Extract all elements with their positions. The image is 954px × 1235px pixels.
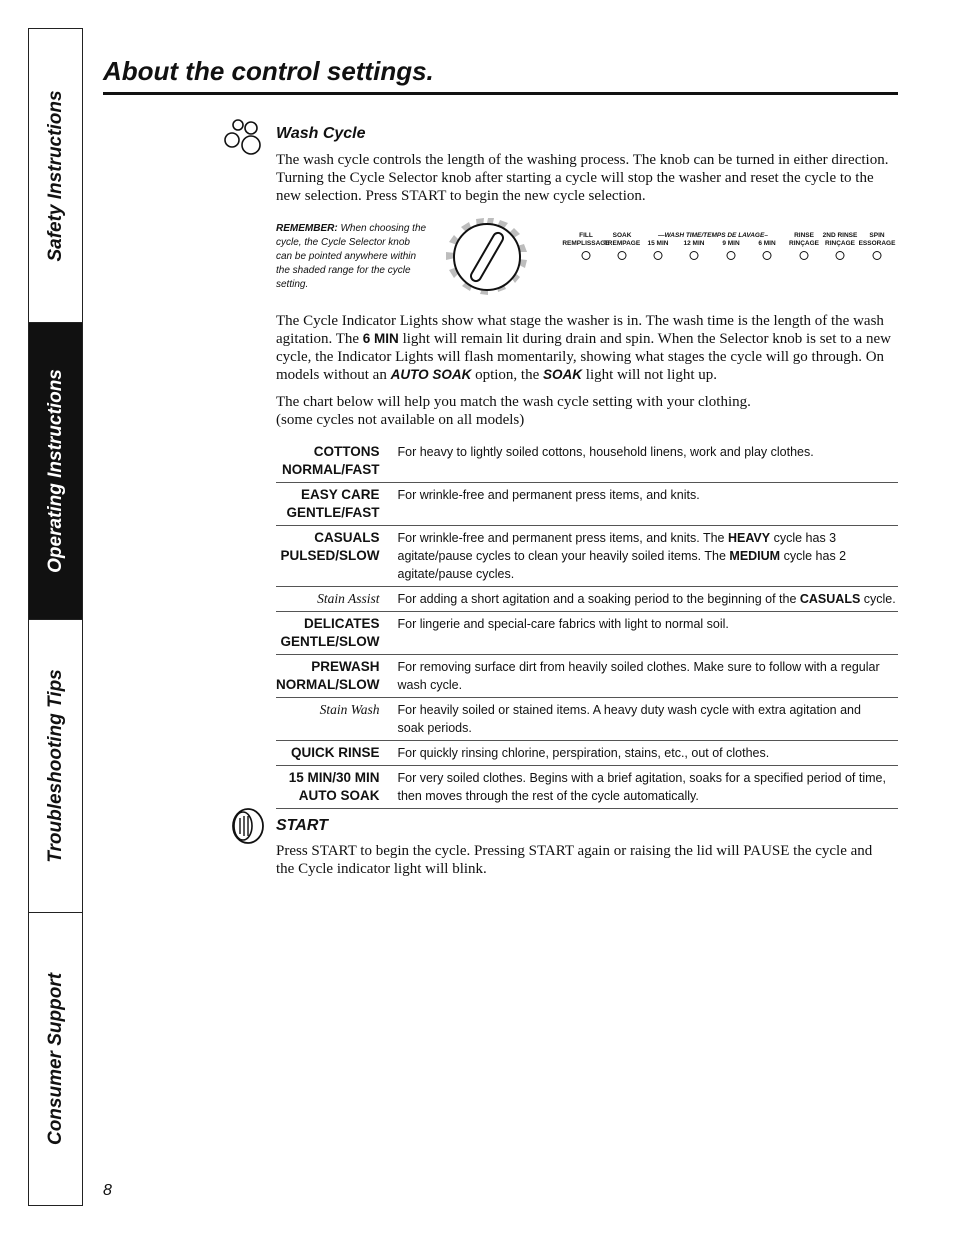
cycle-name-line: COTTONS <box>313 444 380 459</box>
page-title: About the control settings. <box>103 56 434 86</box>
bubbles-icon <box>222 116 266 158</box>
cycle-name <box>276 655 390 698</box>
table-row <box>276 526 898 587</box>
text-run: (some cycles not available on all models) <box>276 412 525 428</box>
tab-consumer-support[interactable] <box>29 913 82 1205</box>
text-run: For heavily soiled or stained items. A heavy duty wash cycle with extra agitation and <box>397 703 861 717</box>
text-run: cycle has 2 agitate/pause cycles. <box>397 549 847 581</box>
cycle-name-line: AUTO SOAK <box>298 788 380 803</box>
wash-cycle-heading: Wash Cycle <box>276 125 366 142</box>
text-run: For adding a short agitation and a soaking period to the beginning of the <box>397 592 800 606</box>
indicator-lights-description <box>276 312 894 384</box>
table-row <box>276 440 898 483</box>
cycle-description <box>390 655 899 698</box>
text-run: then moves through the rest of the cycle automatically. <box>397 789 699 803</box>
cycle-name-line: NORMAL/FAST <box>282 462 380 477</box>
light-label: RINÇAGE <box>789 239 819 247</box>
remember-note <box>276 222 428 292</box>
tab-operating-instructions[interactable] <box>29 323 82 620</box>
cycle-name: Stain Assist <box>317 591 380 606</box>
table-row <box>276 483 898 526</box>
text-run: light will remain lit during drain and spin. When the Selector knob is set to a new cycle, the Indicator Lights will flash momentarily, showing what stages the cycle will go through. On models without an <box>276 331 891 383</box>
table-row <box>276 698 898 741</box>
wash-time-label: —WASH TIME/TEMPS DE LAVAGE– <box>658 232 768 239</box>
text-run: cycle has 3 agitate/pause cycles to clean your heavily soiled items. The <box>397 531 837 563</box>
indicator-light-icon <box>763 251 772 260</box>
start-button-icon <box>228 806 268 846</box>
cycle-name-line: GENTLE/FAST <box>286 505 380 520</box>
text-run: cycle. <box>860 592 896 606</box>
cycle-name: QUICK RINSE <box>290 745 380 760</box>
cycle-name <box>276 766 390 809</box>
wash-cycle-chart <box>276 440 898 809</box>
cycle-name <box>276 440 390 483</box>
light-label: 6 MIN <box>758 239 776 247</box>
table-row <box>276 612 898 655</box>
cycle-name-line: 15 MIN/30 MIN <box>288 770 380 785</box>
cycle-selector-knob[interactable] <box>430 214 546 300</box>
text-run: For removing surface dirt from heavily soiled clothes. Make sure to follow with a regular <box>397 660 880 674</box>
start-description: Press START to begin the cycle. Pressing START again or raising the lid will PAUSE the cycle and the Cycle indicator light will blink. <box>276 843 873 877</box>
indicator-light-icon <box>727 251 736 260</box>
indicator-light-icon <box>618 251 627 260</box>
text-run: The chart below will help you match the wash cycle setting with your clothing. <box>276 394 751 410</box>
light-label: 9 MIN <box>722 239 740 247</box>
cycle-name <box>276 483 390 526</box>
light-label: FILL <box>579 232 593 239</box>
cycle-name-line: PREWASH <box>311 659 380 674</box>
cycle-name <box>276 612 390 655</box>
cycle-description <box>390 587 899 612</box>
cycle-name <box>276 526 390 587</box>
table-row <box>276 587 898 612</box>
cycle-description: For wrinkle-free and permanent press items, and knits. <box>397 488 700 502</box>
cycle-name-line: PULSED/SLOW <box>280 548 380 563</box>
table-row <box>276 655 898 698</box>
cycle-description: For heavy to lightly soiled cottons, household linens, work and play clothes. <box>397 445 814 459</box>
light-label: 2ND RINSE <box>822 232 858 239</box>
start-heading: START <box>276 817 328 834</box>
cycle-description <box>390 698 899 741</box>
text-run: wash cycle. <box>397 678 463 692</box>
light-label: RINÇAGE <box>825 239 855 247</box>
cycle-name-line: CASUALS <box>314 530 380 545</box>
wash-cycle-description: The wash cycle controls the length of the washing process. The knob can be turned in either direction. Turning the Cycle Selector knob after starting a cycle will stop the washer and reset the cycle to the new selection. Press START to begin the new cycle selection. <box>276 152 889 204</box>
light-label: TREMPAGE <box>603 239 641 247</box>
tab-label: Operating Instructions <box>44 369 66 573</box>
indicator-light-icon <box>690 251 699 260</box>
light-label: 12 MIN <box>683 239 705 247</box>
text-run-bold: 6 MIN <box>362 331 399 346</box>
text-run-bold: MEDIUM <box>729 549 781 563</box>
tab-troubleshooting-tips[interactable] <box>29 620 82 913</box>
text-run: option, the <box>471 367 544 383</box>
indicator-spin <box>852 232 902 247</box>
light-label: REMPLISSAGE <box>562 239 610 247</box>
text-run: light will not light up. <box>582 367 718 383</box>
cycle-description: For quickly rinsing chlorine, perspiration, stains, etc., out of clothes. <box>397 746 770 760</box>
light-label: 15 MIN <box>647 239 669 247</box>
table-row <box>276 766 898 809</box>
remember-label: REMEMBER: <box>276 223 338 234</box>
tab-label: Safety Instructions <box>44 89 66 262</box>
remember-text: When choosing the cycle, the Cycle Selector knob can be pointed anywhere within the shaded range for the cycle setting. <box>276 223 427 290</box>
cycle-name-line: NORMAL/SLOW <box>276 677 380 692</box>
cycle-name-line: DELICATES <box>303 616 380 631</box>
light-label: RINSE <box>794 232 814 239</box>
tab-label: Consumer Support <box>44 972 66 1146</box>
text-run: For wrinkle-free and permanent press items, and knits. The <box>397 531 728 545</box>
text-run-bold: SOAK <box>543 367 583 382</box>
cycle-description: For lingerie and special-care fabrics with light to normal soil. <box>397 617 729 631</box>
cycle-description <box>390 526 899 587</box>
cycle-name: Stain Wash <box>319 702 380 717</box>
text-run: The Cycle Indicator Lights show what stage the washer is in. The wash time is the length of the wash agitation. The <box>276 313 884 347</box>
tab-label: Troubleshooting Tips <box>44 669 66 863</box>
indicator-light-icon <box>873 251 882 260</box>
cycle-indicator-lights <box>550 232 900 268</box>
text-run-bold: CASUALS <box>799 592 861 606</box>
text-run: soak periods. <box>397 721 472 735</box>
light-label: SPIN <box>869 232 885 239</box>
text-run-bold: HEAVY <box>727 531 771 545</box>
text-run-bold: AUTO SOAK <box>390 367 472 382</box>
indicator-light-icon <box>836 251 845 260</box>
indicator-light-icon <box>800 251 809 260</box>
indicator-light-icon <box>654 251 663 260</box>
text-run: For very soiled clothes. Begins with a brief agitation, soaks for a specified period of time, <box>397 771 886 785</box>
tab-safety-instructions[interactable] <box>29 29 82 323</box>
light-label: SOAK <box>612 232 632 239</box>
cycle-description <box>390 766 899 809</box>
light-label: ESSORAGE <box>858 239 896 247</box>
title-divider <box>103 92 898 95</box>
cycle-name-line: GENTLE/SLOW <box>280 634 380 649</box>
chart-intro <box>276 393 894 429</box>
cycle-name-line: EASY CARE <box>300 487 380 502</box>
table-row <box>276 741 898 766</box>
indicator-light-icon <box>582 251 591 260</box>
page-number: 8 <box>103 1182 112 1199</box>
section-tabs <box>28 28 83 1206</box>
